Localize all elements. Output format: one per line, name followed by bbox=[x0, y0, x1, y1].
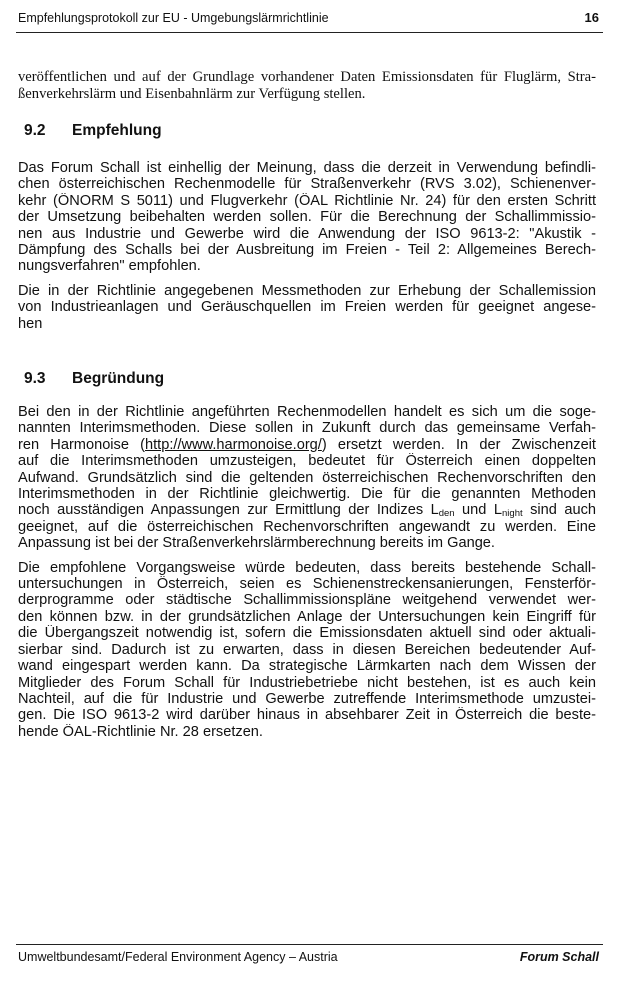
footer-label: Forum Schall bbox=[519, 950, 599, 964]
section-9-3-body bbox=[18, 404, 596, 748]
text-line: kehr (ÖNORM S 5011) und Flugverkehr (ÖAL Richtlinie Nr. 24) für den ersten Schritt bbox=[18, 192, 596, 209]
intro-paragraph bbox=[18, 69, 596, 103]
text-line: gen. Die ISO 9613-2 wird darüber hinaus in absehbarer Zeit in Österreich die beste- bbox=[18, 707, 596, 724]
text-line: geeignet, auf die österreichischen Rechenvorschriften angewandt zu werden. Eine bbox=[18, 518, 596, 535]
text-line: Bei den in der Richtlinie angeführten Rechenmodellen handelt es sich um die soge- bbox=[18, 404, 596, 420]
running-header bbox=[18, 8, 599, 32]
text-line: Interimsmethoden in der Richtlinie gleichwertig. Die für die genannten Methoden bbox=[18, 486, 596, 503]
text-line: ßenverkehrslärm und Eisenbahnlärm zur Verfügung stellen. bbox=[18, 86, 366, 102]
paragraph bbox=[18, 560, 596, 740]
text-fragment: und L bbox=[454, 502, 503, 519]
text-line: Nachteil, auf die für Industrie und Gewerbe zutreffende Interimsmethode umzustei- bbox=[18, 690, 596, 707]
text-line: nen aus Industrie und Gewerbe wird die Anwendung der ISO 9613-2: "Akustik - bbox=[18, 225, 596, 242]
text-line: Mitglieder des Forum Schall für Industriebetriebe nicht bestehen, ist es auch kein bbox=[18, 674, 596, 691]
text-line: die Übergangszeit notwendig ist, sofern die Emissionsdaten aktuell sind oder aktuali- bbox=[18, 625, 596, 642]
section-number: 9.2 bbox=[24, 122, 46, 139]
header-rule bbox=[16, 32, 603, 33]
text-line: sierbar sind. Dadurch ist zu erwarten, dass in diesen Bereichen bedeutender Auf- bbox=[18, 641, 596, 658]
harmonoise-link[interactable]: http://www.harmonoise.org/ bbox=[145, 436, 322, 453]
text-line: Das Forum Schall ist einhellig der Meinung, dass die derzeit in Verwendung befindli- bbox=[18, 160, 596, 176]
paragraph bbox=[18, 404, 596, 552]
section-9-2-body bbox=[18, 160, 596, 340]
header-title: Empfehlungsprotokoll zur EU - Umgebungslärmrichtlinie bbox=[18, 11, 329, 25]
text-line: untersuchungen in Österreich, seien es Schienenstreckensanierungen, Fensterför- bbox=[18, 576, 596, 593]
text-fragment: ren Harmonoise ( bbox=[18, 436, 146, 453]
text-line: von Industrieanlagen und Geräuschquellen im Freien werden für geeignet angese- bbox=[18, 299, 596, 316]
paragraph bbox=[18, 283, 596, 332]
text-line: nannten Interimsmethoden. Diese sollen in Zukunft durch das gemeinsame Verfah- bbox=[18, 420, 596, 437]
text-line: Dämpfung des Schalls bei der Ausbreitung im Freien - Teil 2: Allgemeines Berech- bbox=[18, 242, 596, 259]
text-line: Die empfohlene Vorgangsweise würde bedeuten, dass bereits bestehende Schall- bbox=[18, 559, 596, 576]
text-line: der Umsetzung beibehalten werden sollen. Für die Berechnung der Schallimmissio- bbox=[18, 209, 596, 226]
footer-organization: Umweltbundesamt/Federal Environment Agency – Austria bbox=[18, 950, 338, 964]
text-line: hen bbox=[18, 315, 43, 332]
text-line: Anpassung ist bei der Straßenverkehrslärmberechnung bereits im Gange. bbox=[18, 535, 495, 552]
text-line: nungsverfahren" empfohlen. bbox=[18, 258, 201, 275]
text-line: chen österreichischen Rechenmodelle für Straßenverkehr (RVS 3.02), Schienenver- bbox=[18, 176, 596, 193]
text-line bbox=[18, 502, 596, 518]
text-line: Die in der Richtlinie angegebenen Messmethoden zur Erhebung der Schallemission bbox=[18, 282, 596, 299]
text-line: hende ÖAL-Richtlinie Nr. 28 ersetzen. bbox=[18, 723, 263, 740]
text-fragment: ) ersetzt werden. In der Zwischenzeit bbox=[321, 436, 596, 453]
page-number: 16 bbox=[584, 10, 599, 25]
text-line: derprogramme oder städtische Schallimmissionspläne weitgehend verwendet wer- bbox=[18, 592, 596, 609]
text-line: den können bzw. in der grundsätzlichen Anlage der Untersuchungen kein Eingriff für bbox=[18, 608, 596, 625]
section-heading-9-3 bbox=[24, 370, 164, 388]
subscript-den: den bbox=[438, 508, 455, 519]
section-heading-9-2 bbox=[24, 122, 162, 140]
text-line: wand eingespart werden kann. Da strategische Lärmkarten nach dem Wissen der bbox=[18, 658, 596, 675]
text-line: auf die Interimsmethoden umzusteigen, bedeutet für Österreich einen doppelten bbox=[18, 453, 596, 470]
text-line bbox=[18, 437, 596, 453]
paragraph bbox=[18, 160, 596, 275]
text-fragment: noch ausständigen Anpassungen zur Ermittlung der Indizes L bbox=[18, 502, 439, 519]
text-fragment: sind auch bbox=[522, 502, 596, 519]
text-line: veröffentlichen und auf der Grundlage vorhandener Daten Emissionsdaten für Fluglärm, Stra- bbox=[18, 69, 596, 85]
subscript-night: night bbox=[502, 508, 523, 519]
text-line: Aufwand. Grundsätzlich sind die geltenden österreichischen Rechenvorschriften den bbox=[18, 469, 596, 486]
footer-rule bbox=[16, 944, 603, 945]
section-number: 9.3 bbox=[24, 370, 46, 387]
section-title: Empfehlung bbox=[72, 122, 162, 139]
section-title: Begründung bbox=[72, 370, 165, 387]
